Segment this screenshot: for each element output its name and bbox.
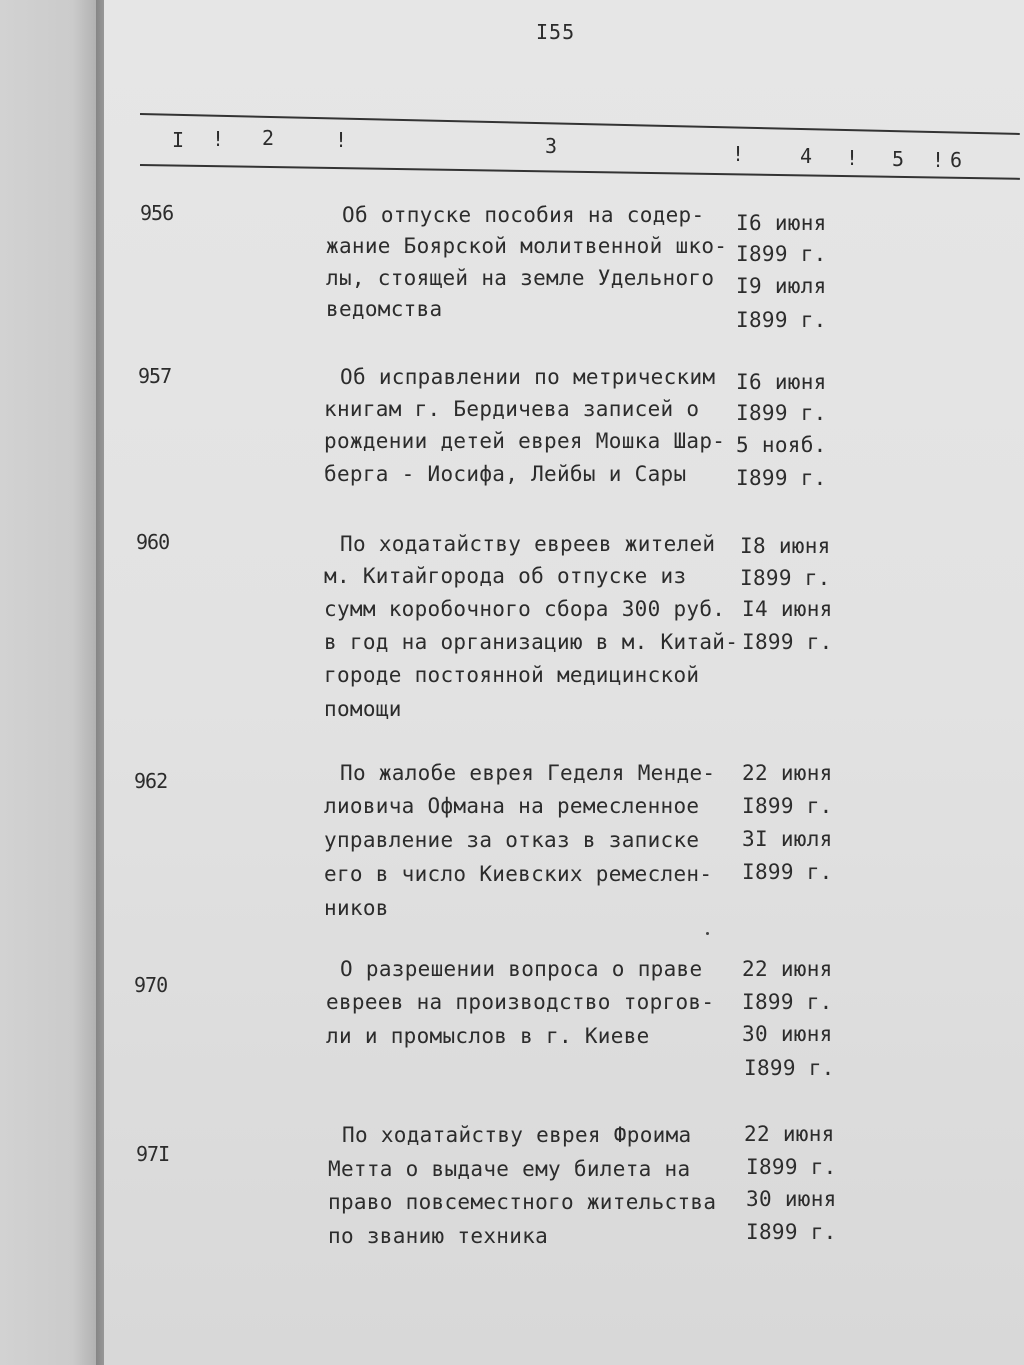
column-header-3: 3 bbox=[545, 134, 558, 158]
entry-text-line: в год на организацию в м. Китай- bbox=[324, 630, 739, 654]
column-header-6: 6 bbox=[950, 148, 963, 172]
entry-date: 30 июня bbox=[742, 1022, 833, 1046]
entry-text-line: управление за отказ в записке bbox=[324, 828, 700, 852]
entry-text-line: помощи bbox=[324, 697, 402, 721]
entry-text-line: Об исправлении по метрическим bbox=[340, 365, 716, 389]
entry-text-line: городе постоянной медицинской bbox=[324, 663, 700, 687]
facing-page-edge bbox=[0, 0, 104, 1365]
entry-text-line: его в число Киевских ремеслен- bbox=[324, 862, 713, 886]
column-header-5: 5 bbox=[892, 147, 905, 171]
entry-date: I899 г. bbox=[746, 1155, 837, 1179]
entry-date: 22 июня bbox=[742, 761, 833, 785]
entry-text-line: Об отпуске пособия на содер- bbox=[342, 203, 705, 227]
entry-date: 30 июня bbox=[746, 1187, 837, 1211]
entry-date: 5 нояб. bbox=[736, 433, 827, 457]
entry-date: I899 г. bbox=[742, 794, 833, 818]
entry-number: 97I bbox=[136, 1142, 170, 1166]
entry-date: I6 июня bbox=[736, 370, 827, 394]
entry-text-line: О разрешении вопроса о праве bbox=[340, 957, 703, 981]
entry-text-line: Метта о выдаче ему билета на bbox=[328, 1157, 691, 1181]
entry-date: 22 июня bbox=[744, 1122, 835, 1146]
entry-text-line: жание Боярской молитвенной шко- bbox=[326, 234, 728, 258]
entry-text-line: м. Китайгорода об отпуске из bbox=[324, 564, 687, 588]
entry-date: I899 г. bbox=[736, 466, 827, 490]
entry-text-line: По ходатайству евреев жителей bbox=[340, 532, 716, 556]
entry-date: I899 г. bbox=[740, 566, 831, 590]
entry-text-line: берга - Иосифа, Лейбы и Сары bbox=[324, 462, 687, 486]
entry-date: I899 г. bbox=[744, 1056, 835, 1080]
entry-text-line: По ходатайству еврея Фроима bbox=[342, 1123, 692, 1147]
entry-text-line: ли и промыслов в г. Киеве bbox=[326, 1024, 650, 1048]
entry-date: I899 г. bbox=[736, 308, 827, 332]
entry-text-line: рождении детей еврея Мошка Шар- bbox=[324, 429, 726, 453]
entry-text-line: книгам г. Бердичева записей о bbox=[324, 397, 700, 421]
entry-date: I899 г. bbox=[742, 630, 833, 654]
column-separator: ! bbox=[335, 128, 348, 152]
entry-date: I899 г. bbox=[742, 990, 833, 1014]
column-header-1: I bbox=[172, 128, 185, 152]
entry-text-line: по званию техника bbox=[328, 1224, 549, 1248]
page-number: I55 bbox=[536, 20, 576, 44]
entry-date: 22 июня bbox=[742, 957, 833, 981]
entry-number: 956 bbox=[140, 201, 174, 225]
entry-text-line: право повсеместного жительства bbox=[328, 1190, 717, 1214]
entry-date: 3I июля bbox=[742, 827, 833, 851]
entry-number: 960 bbox=[136, 530, 170, 554]
column-separator: ! bbox=[932, 148, 945, 172]
entry-text-line: лиовича Офмана на ремесленное bbox=[324, 794, 700, 818]
entry-date: I6 июня bbox=[736, 211, 827, 235]
entry-date: I8 июня bbox=[740, 534, 831, 558]
entry-date: I899 г. bbox=[736, 401, 827, 425]
entry-number: 970 bbox=[134, 973, 168, 997]
entry-number: 962 bbox=[134, 769, 168, 793]
entry-date: I9 июля bbox=[736, 274, 827, 298]
entry-date: I899 г. bbox=[746, 1220, 837, 1244]
column-header-4: 4 bbox=[800, 144, 813, 168]
entry-text-line: лы, стоящей на земле Удельного bbox=[326, 266, 715, 290]
entry-text-line: ников bbox=[324, 896, 389, 920]
entry-text-line: ведомства bbox=[326, 297, 443, 321]
entry-number: 957 bbox=[138, 364, 172, 388]
column-separator: ! bbox=[212, 127, 225, 151]
entry-text-line: евреев на производство торгов- bbox=[326, 990, 715, 1014]
entry-date: I4 июня bbox=[742, 597, 833, 621]
entry-text-line: сумм коробочного сбора 300 руб. bbox=[324, 597, 726, 621]
ink-speck bbox=[706, 932, 709, 935]
column-separator: ! bbox=[846, 146, 859, 170]
entry-date: I899 г. bbox=[736, 242, 827, 266]
entry-text-line: По жалобе еврея Геделя Менде- bbox=[340, 761, 716, 785]
column-header-2: 2 bbox=[262, 126, 275, 150]
column-separator: ! bbox=[732, 142, 745, 166]
entry-date: I899 г. bbox=[742, 860, 833, 884]
